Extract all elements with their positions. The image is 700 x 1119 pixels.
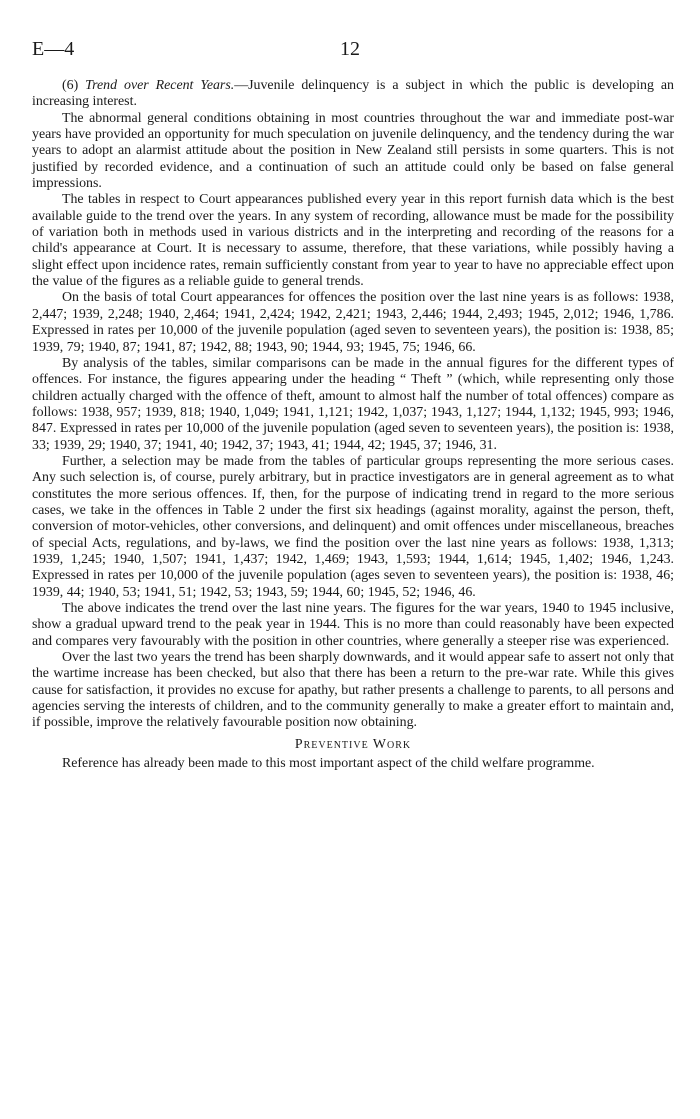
page-number: 12 [340, 38, 360, 60]
paragraph-court-tables: The tables in respect to Court appearances published every year in this report furnish data which is the best available guide to the trend over the years. In any system of recording, allowance must be made for the possibility of variation both in methods used in various districts and in the interpreting and recording of the reasons for a child's appearance at Court. It is necessary to assume, therefore, that these variations, while possibly having a slight effect upon incidence rates, remain sufficiently constant from year to year to have no appreciable effect upon the value of the figures as a reliable guide to general trends. [32, 192, 674, 290]
paragraph-serious-cases: Further, a selection may be made from the tables of particular groups representing the more serious cases. Any such selection is, of course, purely arbitrary, but in practice investigators are in general agreement as to what constitutes the more serious offences. If, then, for the purpose of indicating trend in regard to the more serious cases, we take in the offences in Table 2 under the first six headings (against morality, against the person, theft, conversion of motor-vehicles, other conversions, and delinquent) and omit offences under miscellaneous, breaches of special Acts, regulations, and by-laws, we find the position over the last nine years as follows: 1938, 1,313; 1939, 1,245; 1940, 1,507; 1941, 1,437; 1942, 1,469; 1943, 1,593; 1944, 1,614; 1945, 1,402; 1946, 1,243. Expressed in rates per 10,000 of the juvenile population (ages seven to seventeen years), the position is: 1938, 46; 1939, 44; 1940, 53; 1941, 51; 1942, 53; 1943, 59; 1944, 60; 1945, 52; 1946, 46. [32, 453, 674, 600]
paragraph-preventive-work: Reference has already been made to this most important aspect of the child welfare programme. [62, 756, 595, 772]
paragraph-total-appearances: On the basis of total Court appearances for offences the position over the last nine years is as follows: 1938, 2,447; 1939, 2,248; 1940, 2,464; 1941, 2,424; 1942, 2,421; 1943, 2,446; 1944, 2,493; 1945, 2,012; 1946, 1,786. Expressed in rates per 10,000 of the juvenile population (aged seven to seventeen years), the position is: 1938, 85; 1939, 79; 1940, 87; 1941, 87; 1942, 88; 1943, 90; 1944, 93; 1945, 75; 1946, 66. [32, 290, 674, 355]
paragraph-war-trend: The above indicates the trend over the last nine years. The figures for the war years, 1940 to 1945 inclusive, show a gradual upward trend to the peak year in 1944. This is no more than could reasonably have been expected and compares very favourably with the position in other countries, where generally a steeper rise was experienced. [32, 601, 674, 649]
page-header [0, 38, 700, 68]
body-text [32, 78, 674, 772]
paragraph-trend-intro [32, 78, 674, 111]
section-heading-preventive-work: Preventive Work [294, 736, 412, 752]
paragraph-recent-trend: Over the last two years the trend has been sharply downwards, and it would appear safe to assert not only that the wartime increase has been checked, but also that there has been a return to the pre-war rate. While this gives cause for satisfaction, it provides no excuse for apathy, but rather presents a challenge to parents, to all persons and agencies serving the interests of children, and to the community generally to make a greater effort to maintain and, if possible, improve the relatively favourable position now obtaining. [32, 650, 674, 731]
section-title: Trend over Recent Years. [85, 78, 235, 93]
paragraph-theft-figures: By analysis of the tables, similar comparisons can be made in the annual figures for the different types of offences. For instance, the figures appearing under the heading “ Theft ” (which, while representing only those children actually charged with the offence of theft, amount to almost half the number of total offences) compare as follows: 1938, 957; 1939, 818; 1940, 1,049; 1941, 1,121; 1942, 1,037; 1943, 1,127; 1944, 1,132; 1945, 993; 1946, 847. Expressed in rates per 10,000 of the juvenile population (aged seven to seventeen years), the position is: 1938, 33; 1939, 29; 1940, 37; 1941, 40; 1942, 37; 1943, 41; 1944, 42; 1945, 37; 1946, 31. [32, 355, 674, 453]
section-number: (6) [62, 78, 86, 93]
document-reference: E—4 [32, 38, 75, 60]
paragraph-text: —Juvenile delinquency is a subject in which the public is developing an increasing interest. [32, 78, 675, 110]
paragraph-war-conditions: The abnormal general conditions obtaining in most countries throughout the war and immediate post-war years have provided an opportunity for much speculation on juvenile delinquency, and the tendency during the war years to adopt an alarmist attitude about the position in New Zealand still persists in some quarters. This is not justified by recorded evidence, and a continuation of such an attitude could only be based on false general impressions. [32, 110, 674, 192]
